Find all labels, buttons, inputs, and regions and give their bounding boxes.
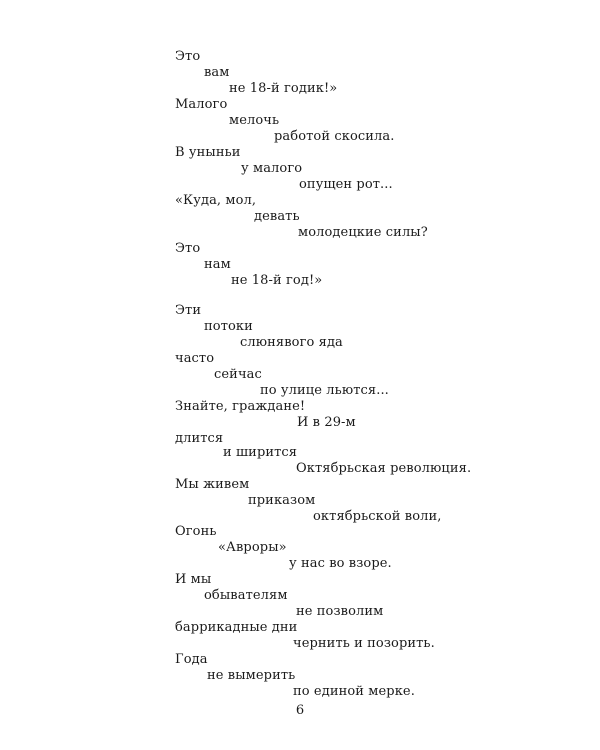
poem-line: «Куда, мол, (175, 193, 257, 208)
poem-line: не позволим (296, 604, 384, 619)
poem-line: обывателям (204, 588, 288, 603)
poem-line: длится (175, 431, 224, 446)
poem-line: не 18-й год!» (231, 273, 323, 288)
poem-line: у нас во взоре. (289, 556, 392, 571)
poem-line: работой скосила. (274, 129, 395, 144)
poem-line: Мы живем (175, 477, 250, 492)
poem-line: баррикадные дни (175, 620, 298, 635)
poem-line: молодецкие силы? (298, 225, 428, 240)
poem-line: чернить и позорить. (293, 636, 435, 651)
poem-line: нам (204, 257, 231, 272)
poem-line: В уныньи (175, 145, 241, 160)
poem-line: сейчас (214, 367, 262, 382)
poem-line: мелочь (229, 113, 280, 128)
poem-line: по единой мерке. (293, 684, 415, 699)
poem-line: у малого (241, 161, 303, 176)
poem-line: Огонь (175, 524, 217, 539)
poem-line: часто (175, 351, 215, 366)
poem-line: по улице льются... (260, 383, 389, 398)
poem-line: девать (254, 209, 300, 224)
poem-line: Малого (175, 97, 228, 112)
poem-line: Это (175, 241, 201, 256)
page-number: 6 (295, 703, 305, 718)
poem-line: Года (175, 652, 208, 667)
poem-line: Эти (175, 303, 202, 318)
poem-line: И мы (175, 572, 212, 587)
poem-line: И в 29-м (297, 415, 356, 430)
poem-line: Октябрьская революция. (296, 461, 472, 476)
poem-line: «Авроры» (218, 540, 287, 555)
poem-line: Это (175, 49, 201, 64)
poem-line: октябрьской воли, (313, 509, 442, 524)
poem-line: потоки (204, 319, 253, 334)
poem-line: не вымерить (207, 668, 296, 683)
poem-line: опущен рот... (299, 177, 393, 192)
poem-line: вам (204, 65, 230, 80)
poem-line: слюнявого яда (240, 335, 343, 350)
poem-line: и ширится (223, 445, 298, 460)
poem-line: Знайте, граждане! (175, 399, 306, 414)
poem-line: не 18-й годик!» (229, 81, 338, 96)
poem-line: приказом (248, 493, 316, 508)
